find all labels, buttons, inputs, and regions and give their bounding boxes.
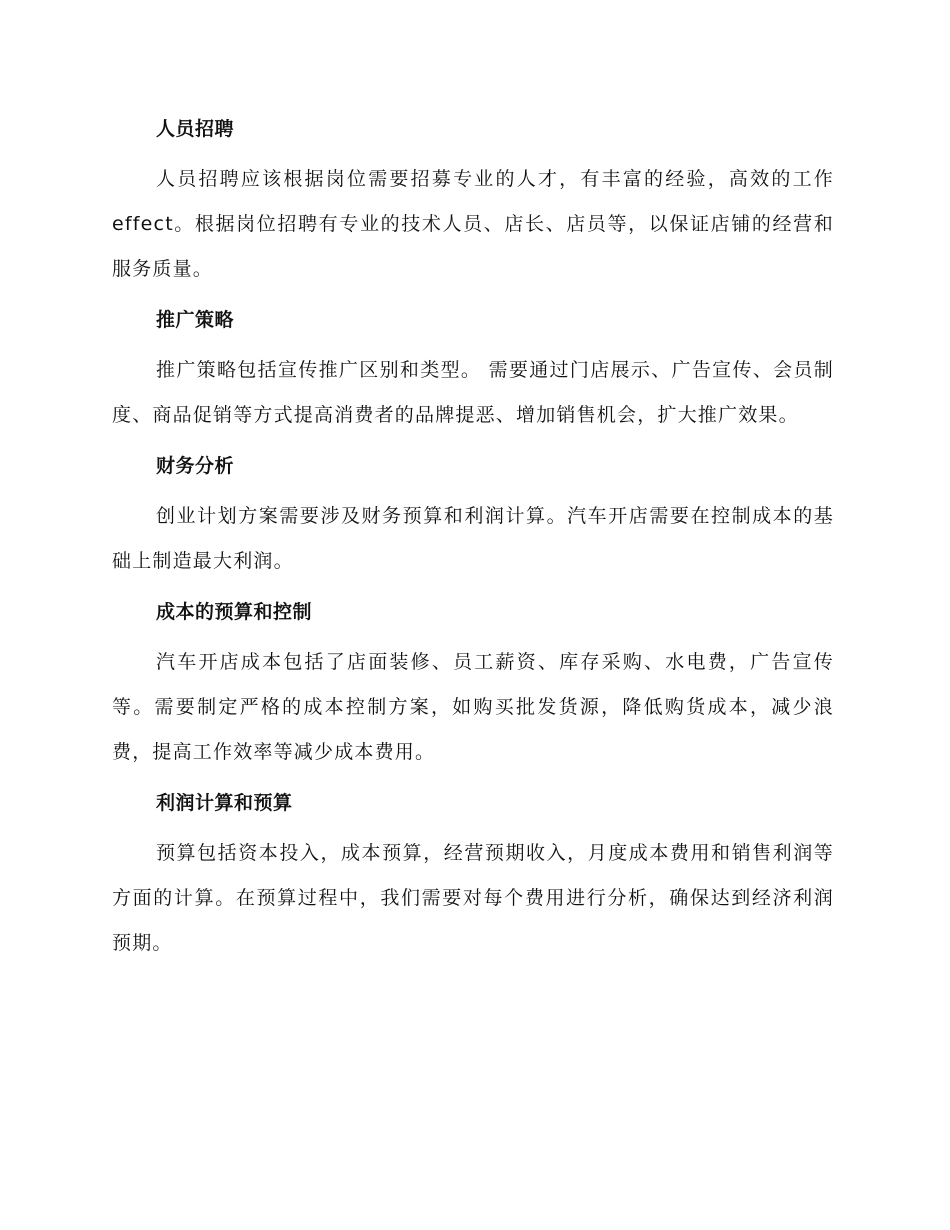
document-body (112, 111, 834, 966)
section-heading: 推广策略 (156, 309, 235, 331)
section-heading: 成本的预算和控制 (156, 601, 313, 623)
section-paragraph: 汽车开店成本包括了店面装修、员工薪资、库存采购、水电费，广告宣传等。需要制定严格的成本控制方案，如购买批发货源，降低购货成本，减少浪费，提高工作效率等减少成本费用。 (112, 651, 834, 763)
section-profit-budget (112, 785, 834, 966)
section-paragraph: 人员招聘应该根据岗位需要招募专业的人才，有丰富的经验，高效的工作 effect。根据岗位招聘有专业的技术人员、店长、店员等，以保证店铺的经营和服务质量。 (112, 168, 834, 280)
section-heading: 财务分析 (156, 455, 235, 477)
section-paragraph: 推广策略包括宣传推广区别和类型。 需要通过门店展示、广告宣传、会员制度、商品促销等方式提高消费者的品牌提恶、增加销售机会，扩大推广效果。 (112, 359, 834, 426)
section-heading: 人员招聘 (156, 118, 235, 140)
section-financial-analysis (112, 448, 834, 584)
section-cost-control (112, 594, 834, 775)
section-paragraph: 创业计划方案需要涉及财务预算和利润计算。汽车开店需要在控制成本的基础上制造最大利润。 (112, 505, 834, 572)
section-promotion (112, 302, 834, 438)
section-paragraph: 预算包括资本投入，成本预算，经营预期收入，月度成本费用和销售利润等方面的计算。在预算过程中，我们需要对每个费用进行分析，确保达到经济利润预期。 (112, 842, 834, 954)
section-recruitment (112, 111, 834, 292)
section-heading: 利润计算和预算 (156, 792, 293, 814)
